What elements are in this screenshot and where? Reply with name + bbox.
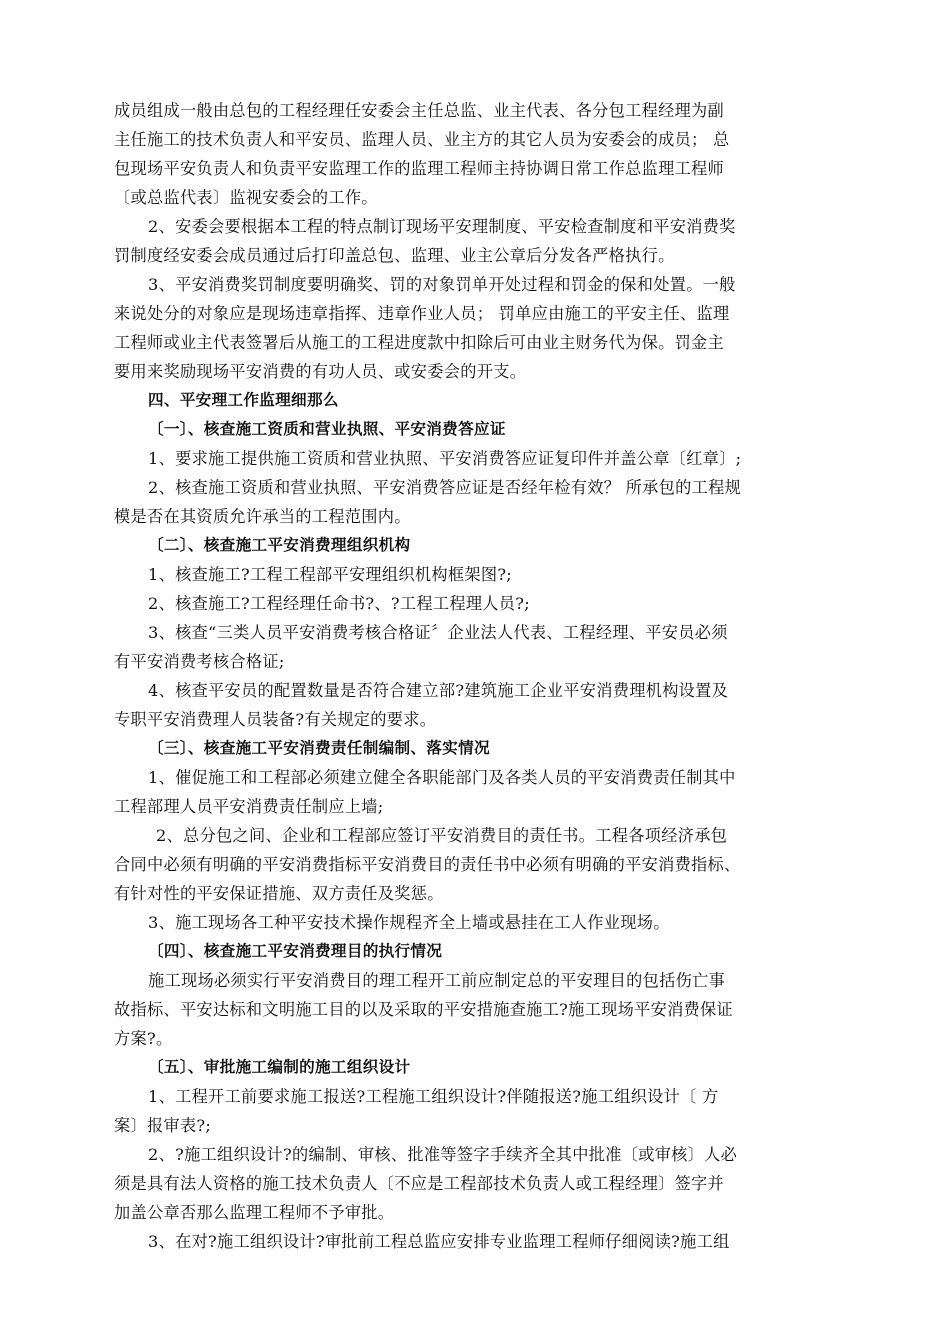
paragraph-line: 有针对性的平安保证措施、双方责任及奖惩。 — [114, 884, 444, 903]
section-heading: 〔三〕、核查施工平安消费责任制编制、落实情况 — [148, 739, 490, 757]
section-heading: 四、平安理工作监理细那么 — [148, 391, 339, 409]
paragraph-line: 〔或总监代表〕监视安委会的工作。 — [114, 188, 378, 207]
paragraph-line: 模是否在其资质允许承当的工程范围内。 — [114, 507, 411, 526]
paragraph-line: 须是具有法人资格的施工技术负责人〔不应是工程部技术负责人或工程经理〕签字并 — [114, 1174, 725, 1193]
paragraph-line: 来说处分的对象应是现场违章指挥、违章作业人员； 罚单应由施工的平安主任、监理 — [114, 304, 730, 323]
section-heading: 〔四〕、核查施工平安消费理目的执行情况 — [148, 942, 443, 960]
paragraph-line: 案〕报审表?; — [114, 1116, 212, 1135]
document-body — [114, 96, 836, 1256]
paragraph-line: 故指标、平安达标和文明施工目的以及采取的平安措施查施工?施工现场平安消费保证 — [114, 1000, 734, 1019]
paragraph-line: 要用来奖励现场平安消费的有功人员、或安委会的开支。 — [114, 362, 527, 381]
paragraph-line: 成员组成一般由总包的工程经理任安委会主任总监、业主代表、各分包工程经理为副 — [114, 101, 725, 120]
paragraph-line: 1、核查施工?工程工程部平安理组织机构框架图?; — [148, 565, 513, 584]
paragraph-line: 罚制度经安委会成员通过后打印盖总包、监理、业主公章后分发各严格执行。 — [114, 246, 675, 265]
paragraph-line: 4、核查平安员的配置数量是否符合建立部?建筑施工企业平安消费理机构设置及 — [148, 681, 729, 700]
paragraph-line: 3、施工现场各工种平安技术操作规程齐全上墙或悬挂在工人作业现场。 — [148, 913, 670, 932]
paragraph-line: 3、核查“三类人员平安消费考核合格证〞企业法人代表、工程经理、平安员必须 — [148, 623, 728, 642]
paragraph-line: 1、工程开工前要求施工报送?工程施工组织设计?伴随报送?施工组织设计〔 方 — [148, 1087, 719, 1106]
paragraph-line: 2、安委会要根据本工程的特点制订现场平安理制度、平安检查制度和平安消费奖 — [148, 217, 736, 236]
paragraph-line: 主任施工的技术负责人和平安员、监理人员、业主方的其它人员为安委会的成员； 总 — [114, 130, 730, 149]
paragraph-line: 1、要求施工提供施工资质和营业执照、平安消费答应证复印件并盖公章〔红章〕; — [148, 449, 742, 468]
paragraph-line: 2、核查施工?工程经理任命书?、?工程工程理人员?; — [148, 594, 531, 613]
paragraph-line: 工程部理人员平安消费责任制应上墙; — [114, 797, 384, 816]
paragraph-line: 工程师或业主代表签署后从施工的工程进度款中扣除后可由业主财务代为保。罚金主 — [114, 333, 725, 352]
paragraph-line: 2、核查施工资质和营业执照、平安消费答应证是否经年检有效？ 所承包的工程规 — [148, 478, 742, 497]
paragraph-line: 合同中必须有明确的平安消费指标平安消费目的责任书中必须有明确的平安消费指标、 — [114, 855, 741, 874]
paragraph-line: 加盖公章否那么监理工程师不予审批。 — [114, 1203, 395, 1222]
paragraph-line: 2、总分包之间、企业和工程部应签订平安消费目的责任书。工程各项经济承包 — [156, 826, 728, 845]
paragraph-line: 3、平安消费奖罚制度要明确奖、罚的对象罚单开处过程和罚金的保和处置。一般 — [148, 275, 736, 294]
paragraph-line: 专职平安消费理人员装备?有关规定的要求。 — [114, 710, 437, 729]
section-heading: 〔五〕、审批施工编制的施工组织设计 — [148, 1058, 411, 1076]
paragraph-line: 2、?施工组织设计?的编制、审核、批准等签字手续齐全其中批准〔或审核〕人必 — [148, 1145, 738, 1164]
paragraph-line: 方案?。 — [114, 1029, 173, 1048]
paragraph-line: 有平安消费考核合格证; — [114, 652, 285, 671]
paragraph-line: 施工现场必须实行平安消费目的理工程开工前应制定总的平安理目的包括伤亡事 — [148, 971, 726, 990]
section-heading: 〔二〕、核查施工平安消费理组织机构 — [148, 536, 411, 554]
section-heading: 〔一〕、核查施工资质和营业执照、平安消费答应证 — [148, 420, 506, 438]
paragraph-line: 1、催促施工和工程部必须建立健全各职能部门及各类人员的平安消费责任制其中 — [148, 768, 736, 787]
paragraph-line: 3、在对?施工组织设计?审批前工程总监应安排专业监理工程师仔细阅读?施工组 — [148, 1232, 730, 1251]
paragraph-line: 包现场平安负责人和负责平安监理工作的监理工程师主持协调日常工作总监理工程师 — [114, 159, 725, 178]
